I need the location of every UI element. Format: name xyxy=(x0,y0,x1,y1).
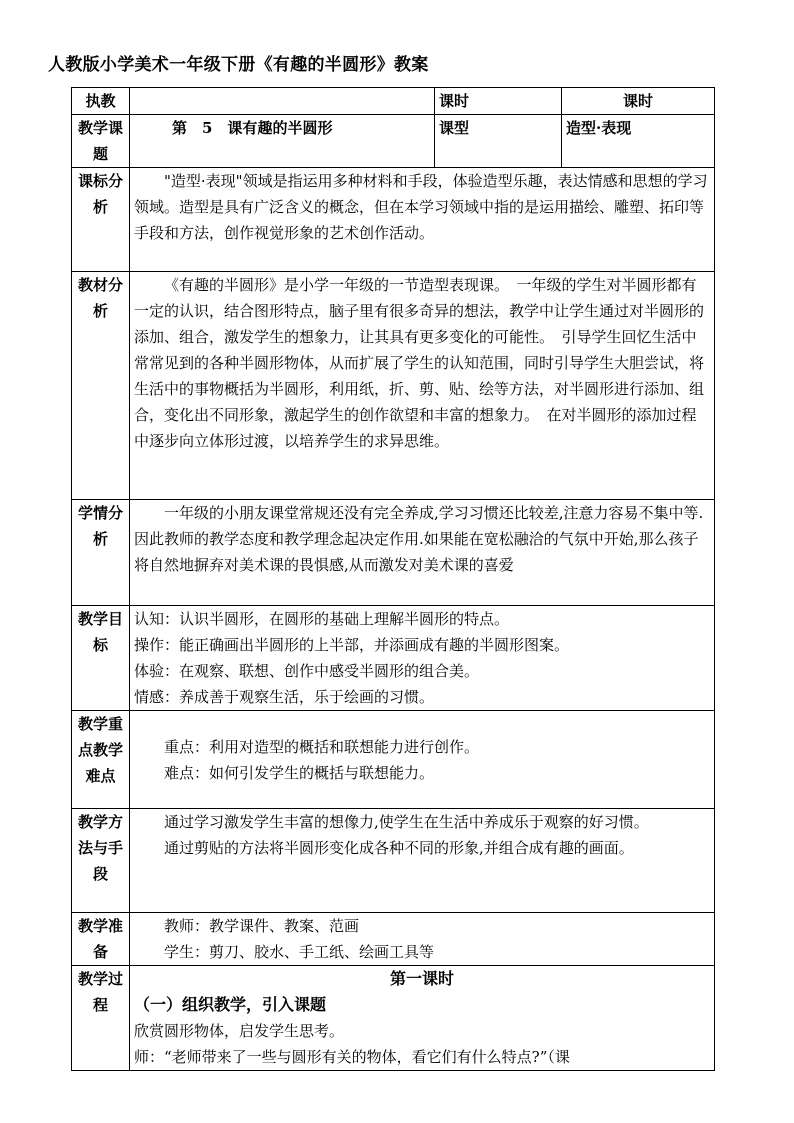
step-heading: （一）组织教学，引入课题 xyxy=(134,995,327,1014)
methods-cell xyxy=(130,809,715,913)
methods-label: 教学方法与手段 xyxy=(72,809,130,913)
goal-item: 体验：在观察、联想、创作中感受半圆形的组合美。 xyxy=(134,662,480,680)
process-line-1: 欣赏圆形物体，启发学生思考。 xyxy=(134,1022,345,1040)
goals-cell xyxy=(130,606,715,711)
prep-student: 学生：剪刀、胶水、手工纸、绘画工具等 xyxy=(164,943,435,961)
textbook-text: 《有趣的半圆形》是小学一年级的一节造型表现课。 一年级的学生对半圆形都有一定的认识，结合图形特点，脑子里有很多奇异的想法，教学中让学生通过对半圆形的添加、组合，激发学生的想象力，让其具有更多变化的可能性。 引导学生回忆生活中常常见到的各种半圆形物体，从而扩展了学生的认知范围，同时引导学生大胆尝试，将生活中的事物概括为半圆形，利用纸，折、剪、贴、绘等方法，对半圆形进行添加、组合，变化出不同形象，激起学生的创作欲望和丰富的想象力。 在对半圆形的添加过程中逐步向立体形过渡，以培养学生的求异思维。 xyxy=(134,276,705,450)
lesson-heading: 第一课时 xyxy=(389,969,454,988)
focus-difficulty: 难点：如何引发学生的概括与联想能力。 xyxy=(164,763,435,782)
curriculum-text: "造型·表现"领域是指运用多种材料和手段，体验造型乐趣，表达情感和思想的学习领域。造型是具有广泛含义的概念，但在本学习领域中指的是运用描绘、雕塑、拓印等手段和方法，创作视觉形象的艺术创作活动。 xyxy=(134,172,708,242)
learners-cell xyxy=(130,500,715,606)
textbook-row xyxy=(72,272,715,500)
goal-item: 情感：养成善于观察生活，乐于绘画的习惯。 xyxy=(134,688,435,706)
teacher-label: 执教 xyxy=(72,88,130,115)
focus-row xyxy=(72,711,715,809)
methods-row xyxy=(72,809,715,913)
document-title: 人教版小学美术一年级下册《有趣的半圆形》教案 xyxy=(48,55,429,75)
topic-label: 教学课题 xyxy=(72,115,130,168)
period-label: 课时 xyxy=(435,88,562,115)
focus-label: 教学重点教学难点 xyxy=(72,711,130,809)
textbook-label: 教材分析 xyxy=(72,272,130,500)
goals-row xyxy=(72,606,715,711)
prep-row xyxy=(72,913,715,966)
learners-text: 一年级的小朋友课堂常规还没有完全养成,学习习惯还比较差,注意力容易不集中等.因此教师的教学态度和教学理念起决定作用.如果能在宽松融洽的气氛中开始,那么孩子将自然地摒弃对美术课的畏惧感,从而激发对美术课的喜爱 xyxy=(134,504,704,574)
topic-value: 第 5 课有趣的半圆形 xyxy=(130,115,435,168)
process-line-2: 师：“老师带来了一些与圆形有关的物体，看它们有什么特点?”（课 xyxy=(134,1048,570,1066)
goal-item: 操作：能正确画出半圆形的上半部，并添画成有趣的半圆形图案。 xyxy=(134,636,570,654)
prep-teacher: 教师：教学课件、教案、范画 xyxy=(164,917,360,935)
learners-row xyxy=(72,500,715,606)
process-row xyxy=(72,966,715,1071)
textbook-cell xyxy=(130,272,715,500)
header-row xyxy=(72,88,715,115)
goals-label: 教学目标 xyxy=(72,606,130,711)
prep-label: 教学准备 xyxy=(72,913,130,966)
process-label: 教学过程 xyxy=(72,966,130,1071)
type-label: 课型 xyxy=(435,115,562,168)
learners-label: 学情分析 xyxy=(72,500,130,606)
curriculum-row xyxy=(72,168,715,272)
type-value: 造型·表现 xyxy=(562,115,715,168)
focus-key: 重点：利用对造型的概括和联想能力进行创作。 xyxy=(164,737,480,756)
curriculum-label: 课标分析 xyxy=(72,168,130,272)
focus-cell xyxy=(130,711,715,809)
curriculum-cell xyxy=(130,168,715,272)
methods-text-1: 通过学习激发学生丰富的想像力,使学生在生活中养成乐于观察的好习惯。 xyxy=(164,813,649,831)
period-label-2: 课时 xyxy=(562,88,715,115)
goal-item: 认知：认识半圆形，在圆形的基础上理解半圆形的特点。 xyxy=(134,610,510,628)
teacher-value xyxy=(130,88,435,115)
methods-text-2: 通过剪贴的方法将半圆形变化成各种不同的形象,并组合成有趣的画面。 xyxy=(164,839,634,857)
topic-row xyxy=(72,115,715,168)
process-cell xyxy=(130,966,715,1071)
prep-cell xyxy=(130,913,715,966)
lesson-plan-table xyxy=(71,87,715,1071)
